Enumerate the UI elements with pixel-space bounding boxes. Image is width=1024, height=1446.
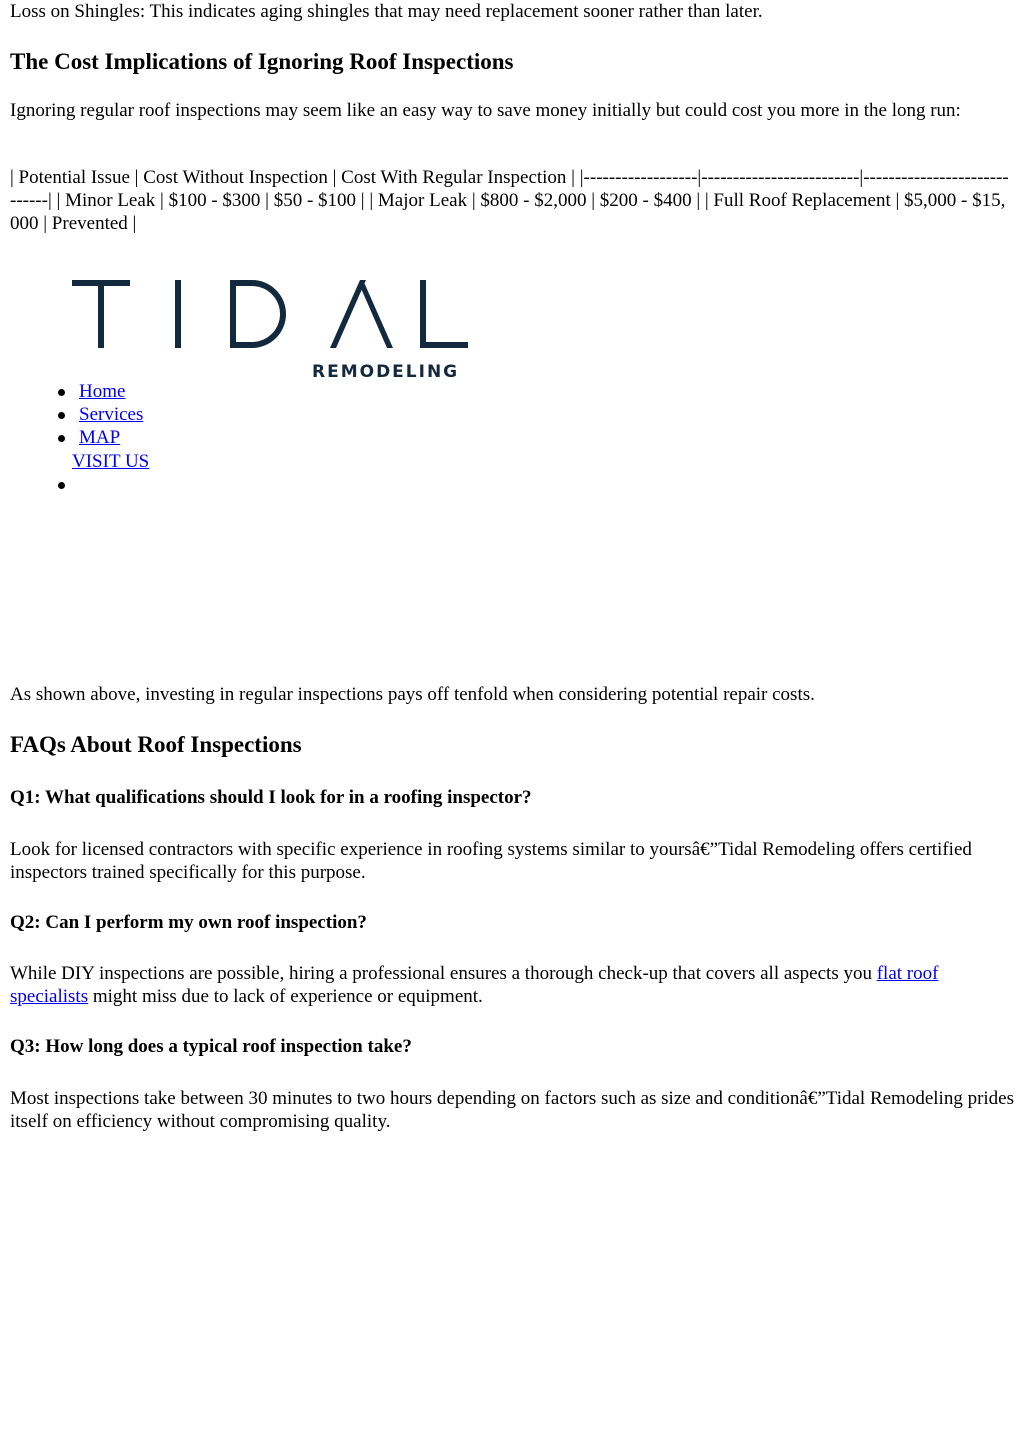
intro-line: Loss on Shingles: This indicates aging shingles that may need replacement sooner rather than later.: [10, 1, 763, 22]
nav-item-map: [10, 426, 143, 449]
cost-heading: The Cost Implications of Ignoring Roof Inspections: [10, 49, 514, 74]
faq-a2: [10, 962, 1014, 1008]
faqs-heading: FAQs About Roof Inspections: [10, 732, 302, 757]
tidal-remodeling-logo: [70, 270, 470, 385]
faq-q3: Q3: How long does a typical roof inspection take?: [10, 1036, 412, 1057]
nav-item-home: [10, 380, 143, 403]
visit-us-link[interactable]: VISIT US: [72, 451, 150, 472]
cost-table-text: | Potential Issue | Cost Without Inspection | Cost With Regular Inspection | |------------------|-------------------------|-----------------------------| | Minor Leak | $100 - $300 | $50 - $100 | | Major Leak | $800 - $2,000 | $200 - $400 | | Full Roof Replacement | $5,000 - $15,000 | Prevented |: [10, 167, 1009, 234]
cost-paragraph: Ignoring regular roof inspections may seem like an easy way to save money initially but could cost you more in the long run:: [10, 100, 961, 121]
bullet-icon: [58, 412, 65, 419]
nav-menu: [10, 380, 143, 449]
faq-q2: Q2: Can I perform my own roof inspection?: [10, 912, 367, 933]
faq-a1: Look for licensed contractors with specific experience in roofing systems similar to yoursâ€”Tidal Remodeling offers certified inspectors trained specifically for this purpose.: [10, 839, 972, 883]
faq-a3: Most inspections take between 30 minutes to two hours depending on factors such as size and conditionâ€”Tidal Remodeling prides itself on efficiency without compromising quality.: [10, 1088, 1015, 1132]
nav-link-services[interactable]: Services: [79, 404, 144, 425]
logo-subtitle: REMODELING: [312, 362, 460, 382]
bullet-icon: [58, 389, 65, 396]
after-table-text: As shown above, investing in regular inspections pays off tenfold when considering potential repair costs.: [10, 684, 815, 705]
faq-a2-before: While DIY inspections are possible, hiring a professional ensures a thorough check-up that covers all aspects you: [10, 963, 877, 984]
faq-q1: Q1: What qualifications should I look for in a roofing inspector?: [10, 787, 532, 808]
flat-roof-specialists-link[interactable]: flat roof specialists: [10, 963, 939, 1007]
nav-link-map[interactable]: MAP: [79, 427, 121, 448]
faq-a2-after: might miss due to lack of experience or equipment.: [88, 986, 483, 1007]
bullet-icon: [58, 435, 65, 442]
nav-link-home[interactable]: Home: [79, 381, 126, 402]
nav-item-services: [10, 403, 143, 426]
empty-list-bullet-icon: [58, 482, 65, 489]
